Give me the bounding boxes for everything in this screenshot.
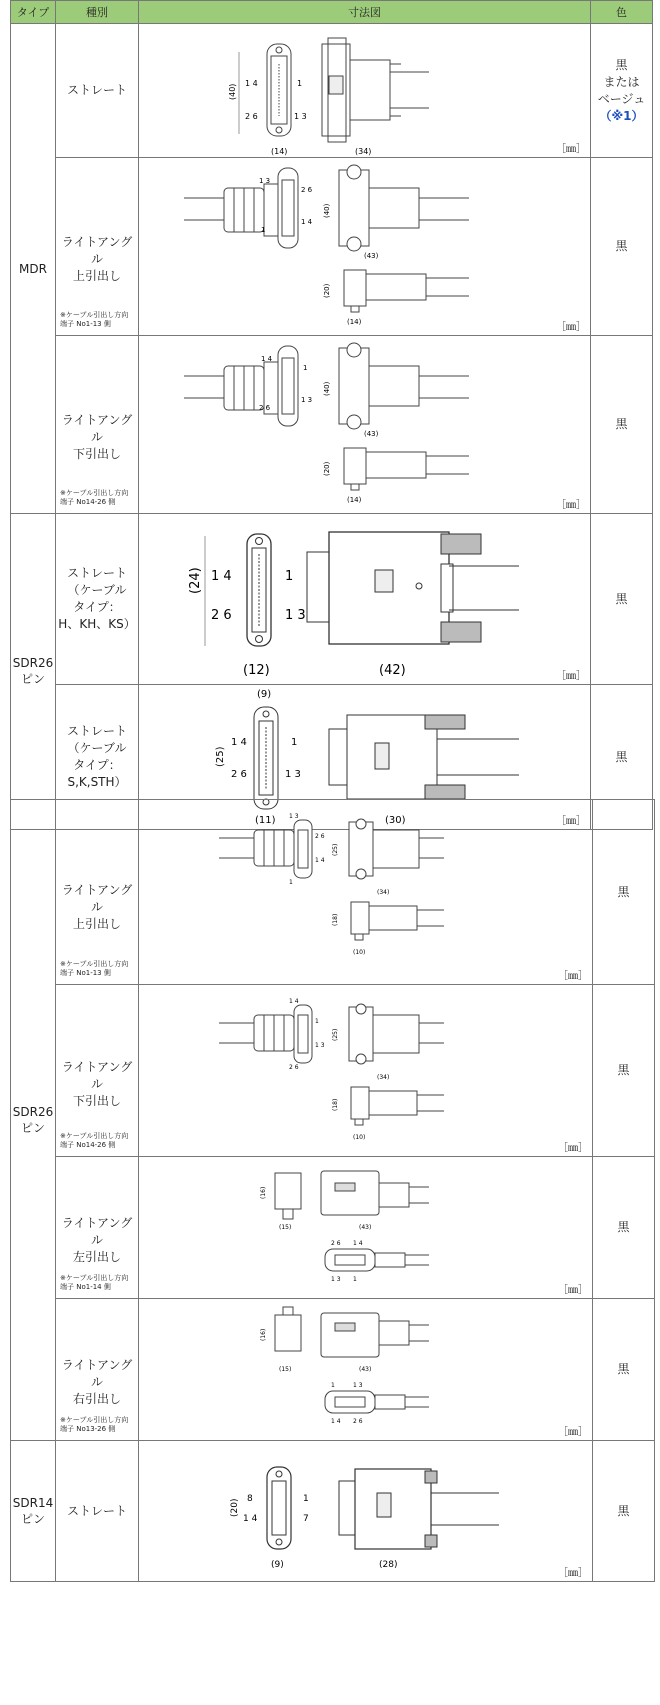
color-cell: 黒 または ベージュ （※1） [591, 24, 653, 158]
pin-label: 1 3 [353, 1382, 363, 1389]
pin-label: 2 6 [301, 186, 313, 194]
pin-label: 1 4 [315, 857, 325, 864]
pin-label: 1 4 [231, 737, 247, 748]
header-color: 色 [591, 1, 653, 24]
pin-label: 1 3 [315, 1042, 325, 1049]
kind-cell: ライトアングル 上引出し ※ケーブル引出し方向 端子 No1-13 側 [56, 158, 139, 336]
connector-drawing [139, 985, 593, 1156]
kind-note: ※ケーブル引出し方向 端子 No1-13 側 [60, 960, 129, 977]
type-cell-sdr26: SDR26 ピン [11, 514, 56, 830]
table-row [11, 24, 653, 158]
dim-width: (15) [279, 1366, 292, 1373]
dim-height: (25) [332, 843, 339, 856]
dim-width: (10) [353, 949, 366, 956]
dim-width: (43) [364, 252, 379, 260]
table-row [11, 1441, 655, 1582]
dim-height: (18) [332, 913, 339, 926]
pin-label: 7 [303, 1514, 309, 1524]
dim-height: (20) [230, 1498, 240, 1517]
connector-drawing [139, 1441, 593, 1581]
dim-height: (16) [260, 1328, 267, 1341]
unit-label: ［㎜］ [556, 500, 586, 511]
header-drawing: 寸法図 [139, 1, 591, 24]
unit-label: ［㎜］ [556, 144, 586, 155]
pin-label: 1 3 [259, 177, 271, 185]
kind-cell: ライトアングル 右引出し ※ケーブル引出し方向 端子 No13-26 側 [56, 1299, 139, 1441]
pin-label: 1 4 [301, 218, 313, 226]
pin-label: 8 [247, 1494, 253, 1504]
dim-width: (30) [385, 815, 406, 826]
unit-label: ［㎜］ [558, 1285, 588, 1296]
dim-width: (28) [379, 1560, 398, 1570]
color-cell: 黒 [591, 514, 653, 685]
type-cell-mdr: MDR [11, 24, 56, 514]
table-row [11, 158, 653, 336]
type-cell-sdr14: SDR14 ピン [11, 1441, 56, 1582]
kind-note: ※ケーブル引出し方向 端子 No1-13 側 [60, 311, 129, 328]
pin-label: 2 6 [353, 1418, 363, 1425]
header-kind: 種別 [56, 1, 139, 24]
color-note-link[interactable]: （※1） [599, 108, 644, 123]
pin-label: 1 4 [289, 998, 299, 1005]
connector-drawing [139, 514, 591, 684]
unit-label: ［㎜］ [558, 1568, 588, 1579]
table-row [11, 514, 653, 685]
header-row [11, 1, 653, 24]
pin-label: 1 3 [331, 1276, 341, 1283]
pin-label: 2 6 [211, 608, 232, 623]
kind-cell: ストレート （ケーブル タイプ： S,K,STH） [56, 685, 139, 830]
kind-cell: ライトアングル 下引出し ※ケーブル引出し方向 端子 No14-26 側 [56, 985, 139, 1157]
dim-height: (20) [323, 461, 331, 476]
connector-drawing [139, 1157, 593, 1298]
color-cell: 黒 [593, 1157, 655, 1299]
color-cell: 黒 [591, 158, 653, 336]
pin-label: 1 3 [289, 813, 299, 820]
dim-width: (11) [255, 815, 276, 826]
pin-label: 1 4 [261, 355, 273, 363]
unit-label: ［㎜］ [556, 322, 586, 333]
table-row [11, 800, 655, 985]
dim-width: (14) [347, 318, 362, 326]
unit-label: ［㎜］ [558, 1427, 588, 1438]
dim-width: (43) [359, 1366, 372, 1373]
pin-label: 1 3 [294, 112, 307, 121]
pin-label: 2 6 [315, 833, 325, 840]
pin-label: 1 [291, 737, 298, 748]
pin-label: 1 [331, 1382, 335, 1389]
color-cell: 黒 [591, 685, 653, 830]
connector-drawing [139, 24, 591, 157]
dim-width: (14) [347, 496, 362, 504]
kind-cell: ストレート [56, 1441, 139, 1582]
pin-label: 1 4 [243, 1514, 258, 1524]
dim-width: (34) [355, 147, 372, 156]
pin-label: 1 [303, 364, 308, 372]
pin-label: 1 4 [331, 1418, 341, 1425]
table-row [11, 985, 655, 1157]
pin-label: 1 4 [211, 569, 232, 584]
pin-label: 2 6 [245, 112, 258, 121]
table-row [11, 336, 653, 514]
pin-label: 1 [261, 226, 266, 234]
drawing-cell [139, 158, 591, 336]
unit-label: ［㎜］ [558, 1143, 588, 1154]
drawing-cell [139, 24, 591, 158]
connector-drawing [139, 1299, 593, 1440]
pin-label: 1 3 [301, 396, 313, 404]
drawing-cell [139, 1157, 593, 1299]
pin-label: 1 [353, 1276, 357, 1283]
pin-label: 1 [315, 1018, 319, 1025]
color-cell: 黒 [593, 1299, 655, 1441]
drawing-cell [139, 985, 593, 1157]
dim-width: (43) [364, 430, 379, 438]
dim-height: (18) [332, 1098, 339, 1111]
drawing-cell [139, 514, 591, 685]
dim-width: (34) [377, 1074, 390, 1081]
dim-height: (25) [215, 746, 226, 767]
kind-note: ※ケーブル引出し方向 端子 No13-26 側 [60, 1416, 129, 1433]
drawing-cell [139, 800, 593, 985]
dim-width: (42) [379, 663, 406, 678]
kind-cell: ライトアングル 上引出し ※ケーブル引出し方向 端子 No1-13 側 [56, 800, 139, 985]
pin-label: 1 [303, 1494, 309, 1504]
spec-table-top [10, 0, 653, 830]
pin-label: 2 6 [289, 1064, 299, 1071]
kind-note: ※ケーブル引出し方向 端子 No14-26 側 [60, 1132, 129, 1149]
kind-cell: ライトアングル 左引出し ※ケーブル引出し方向 端子 No1-14 側 [56, 1157, 139, 1299]
dim-width: (15) [279, 1224, 292, 1231]
header-type: タイプ [11, 1, 56, 24]
dim-width: (34) [377, 889, 390, 896]
color-cell: 黒 [591, 336, 653, 514]
pin-label: 2 6 [331, 1240, 341, 1247]
unit-label: ［㎜］ [556, 671, 586, 682]
kind-note: ※ケーブル引出し方向 端子 No1-14 側 [60, 1274, 129, 1291]
dim-height: (40) [323, 381, 331, 396]
connector-drawing [139, 336, 591, 513]
table-row [11, 1299, 655, 1441]
dim-height: (20) [323, 283, 331, 298]
dim-width: (14) [271, 147, 288, 156]
pin-label: 1 3 [285, 608, 306, 623]
pin-label: 1 [285, 569, 294, 584]
dim-height: (25) [332, 1028, 339, 1041]
unit-label: ［㎜］ [556, 816, 586, 827]
pin-label: 1 4 [245, 79, 258, 88]
pin-label: 2 6 [259, 404, 271, 412]
dim-height: (16) [260, 1186, 267, 1199]
color-cell: 黒 [593, 1441, 655, 1582]
color-cell: 黒 [593, 985, 655, 1157]
table-row [11, 1157, 655, 1299]
drawing-cell [139, 336, 591, 514]
dim-width: (9) [257, 689, 272, 700]
unit-label: ［㎜］ [558, 971, 588, 982]
pin-label: 1 [297, 79, 303, 88]
connector-drawing [139, 800, 593, 984]
dim-width: (12) [243, 663, 270, 678]
drawing-cell [139, 1299, 593, 1441]
pin-label: 2 6 [231, 769, 247, 780]
dim-width: (9) [271, 1560, 284, 1570]
kind-cell: ライトアングル 下引出し ※ケーブル引出し方向 端子 No14-26 側 [56, 336, 139, 514]
kind-note: ※ケーブル引出し方向 端子 No14-26 側 [60, 489, 129, 506]
dim-height: (40) [228, 83, 237, 100]
kind-cell: ストレート （ケーブル タイプ： H、KH、KS） [56, 514, 139, 685]
connector-drawing [139, 158, 591, 335]
spec-table-bottom [10, 799, 655, 1582]
pin-label: 1 [289, 879, 293, 886]
pin-label: 1 3 [285, 769, 301, 780]
drawing-cell [139, 1441, 593, 1582]
color-cell: 黒 [593, 800, 655, 985]
dim-width: (43) [359, 1224, 372, 1231]
kind-cell: ストレート [56, 24, 139, 158]
dim-height: (40) [323, 203, 331, 218]
dim-width: (10) [353, 1134, 366, 1141]
pin-label: 1 4 [353, 1240, 363, 1247]
type-cell-sdr26-ra: SDR26 ピン [11, 800, 56, 1441]
dim-height: (24) [188, 567, 203, 594]
